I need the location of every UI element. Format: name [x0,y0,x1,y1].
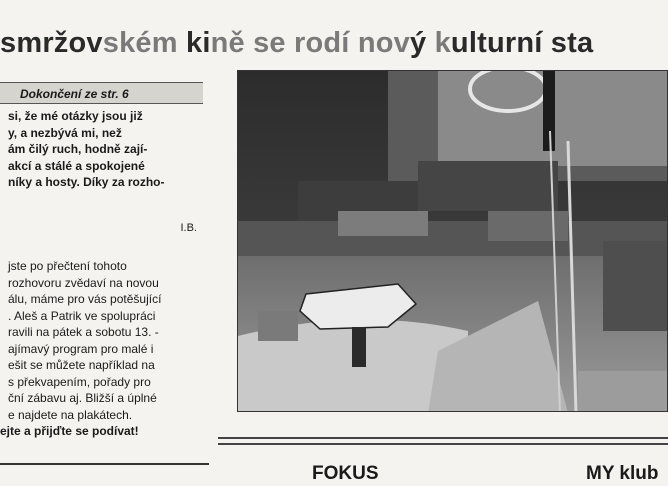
column-rule [0,463,209,465]
continuation-note: Dokončení ze str. 6 [0,82,203,104]
article-headline: smržovském kině se rodí nový kulturní sta [0,27,594,59]
section-divider-bottom [218,443,668,445]
program-paragraph: jste po přečtení tohoto rozhovoru zvědaví na novou álu, máme pro vás potěšující . Aleš a Patrik ve spolupráci ravili na pátek a sobotu 13. - ajímavý program pro malé i ešit se můžete například na s překvapením, pořady pro ční zábavu aj. Bližší a úplné e najdete na plakátech. ejte a přijďte se podívat! [0,259,162,438]
cinema-interior-image [238,71,668,412]
section-divider-top [218,437,668,439]
section-heading-myklub: MY klub [586,463,659,484]
cinema-hall-photo [237,70,668,412]
interview-closing-paragraph: si, že mé otázky jsou již y, a nezbývá mi, než ám čilý ruch, hodně zají- akcí a stálé a spokojené níky a hosty. Díky za rozho- [8,109,165,189]
section-heading-fokus: FOKUS [312,463,379,484]
author-signature: I.B. [180,222,197,234]
